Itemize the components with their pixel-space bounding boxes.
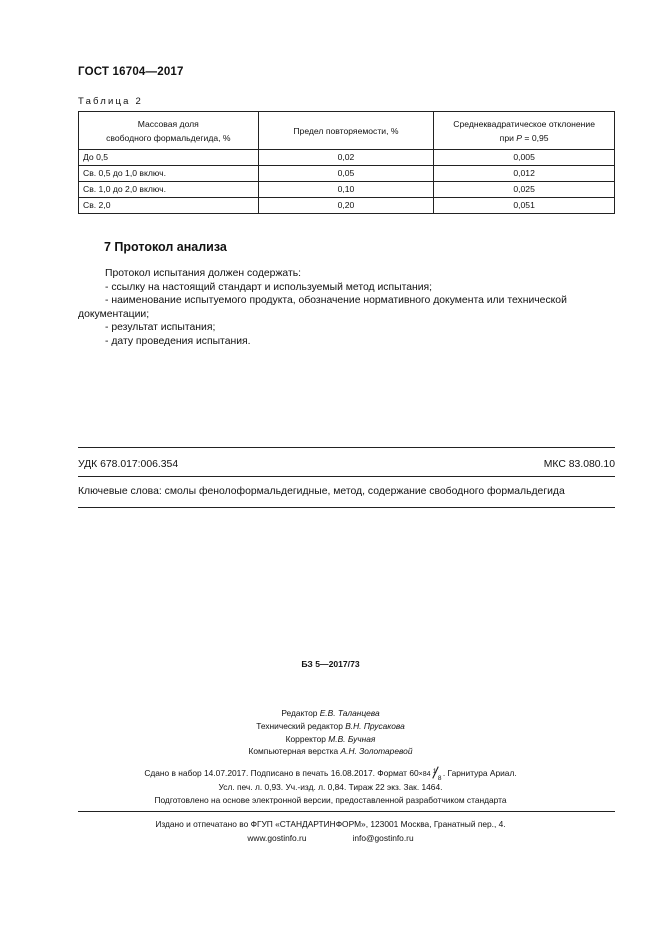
table-row [79, 166, 615, 182]
cell-range: Св. 0,5 до 1,0 включ. [79, 166, 259, 182]
credit-editor-label: Редактор [281, 708, 320, 718]
list-item: - дату проведения испытания. [105, 335, 251, 347]
header-repeatability [258, 112, 434, 150]
cell-std-deviation: 0,051 [434, 198, 615, 214]
table-header-row [79, 112, 615, 150]
cell-repeatability: 0,05 [258, 166, 434, 182]
credit-layout-name: А.Н. Золотаревой [340, 746, 413, 757]
credit-layout-label: Компьютерная верстка [248, 746, 341, 757]
print-line-2: Усл. печ. л. 0,93. Уч.-изд. л. 0,84. Тираж 22 экз. Зак. 1464. [218, 782, 443, 792]
cell-repeatability: 0,20 [258, 198, 434, 214]
cell-std-deviation: 0,005 [434, 150, 615, 166]
cell-repeatability: 0,10 [258, 182, 434, 198]
header-std-deviation [434, 112, 615, 150]
divider-middle [78, 476, 615, 477]
publisher-line: Издано и отпечатано во ФГУП «СТАНДАРТИНФОРМ», 123001 Москва, Гранатный пер., 4. [155, 819, 506, 829]
header-mass-fraction-line2: свободного формальдегида, % [106, 132, 231, 143]
credit-corrector [0, 733, 661, 746]
header-std-deviation-post: = 0,95 [522, 132, 549, 143]
credit-tech-editor [0, 720, 661, 733]
print-format-x: ×84 [418, 771, 431, 778]
print-details [0, 767, 661, 807]
header-mass-fraction [79, 112, 259, 150]
section-body [78, 267, 615, 348]
cell-repeatability: 0,02 [258, 150, 434, 166]
cell-std-deviation: 0,025 [434, 182, 615, 198]
website-link[interactable]: www.gostinfo.ru [247, 833, 307, 843]
divider-publisher [78, 811, 615, 812]
print-font: . Гарнитура Ариал. [442, 768, 517, 778]
precision-table [78, 111, 615, 214]
divider-bottom [78, 507, 615, 508]
header-repeatability-text: Предел повторяемости, % [293, 125, 399, 136]
credit-corrector-name: М.В. Бучная [328, 733, 376, 744]
table-row [79, 182, 615, 198]
print-dates: Сдано в набор 14.07.2017. Подписано в печать 16.08.2017. Формат 60 [144, 768, 419, 778]
table-caption: Таблица 2 [78, 96, 143, 107]
list-item: - наименование испытуемого продукта, обозначение нормативного документа или технической документации; [78, 295, 567, 320]
cell-range: Св. 1,0 до 2,0 включ. [79, 182, 259, 198]
header-std-deviation-line1: Среднеквадратическое отклонение [453, 118, 595, 129]
credit-layout [0, 745, 661, 758]
table-row [79, 198, 615, 214]
header-mass-fraction-line1: Массовая доля [137, 118, 199, 129]
format-fraction [433, 768, 443, 783]
bz-number: БЗ 5—2017/73 [301, 659, 360, 669]
list-item: - ссылку на настоящий стандарт и используемый метод испытания; [105, 281, 433, 293]
credit-corrector-label: Корректор [285, 733, 329, 744]
section-intro: Протокол испытания должен содержать: [105, 268, 302, 279]
credits [0, 707, 661, 758]
list-item: - результат испытания; [105, 322, 216, 333]
header-std-deviation-var: P [516, 132, 523, 143]
section-title: 7 Протокол анализа [104, 240, 227, 254]
credit-tech-editor-label: Технический редактор [256, 720, 346, 731]
cell-range: Св. 2,0 [79, 198, 259, 214]
publisher-contacts [0, 831, 661, 845]
credit-tech-editor-name: В.Н. Прусакова [345, 720, 405, 731]
email-link[interactable]: info@gostinfo.ru [352, 833, 414, 843]
table-row [79, 150, 615, 166]
format-fraction-den: 8 [437, 775, 442, 783]
credit-editor [0, 707, 661, 720]
divider-top [78, 447, 615, 448]
publisher [0, 817, 661, 845]
udk-code: УДК 678.017:006.354 [78, 459, 179, 470]
keywords: Ключевые слова: смолы фенолоформальдегидные, метод, содержание свободного формальдегида [78, 486, 565, 497]
cell-std-deviation: 0,012 [434, 166, 615, 182]
credit-editor-name: Е.В. Таланцева [319, 708, 380, 718]
print-line-1 [0, 767, 661, 781]
header-std-deviation-pre: при [499, 132, 517, 143]
mks-code: МКС 83.080.10 [543, 459, 615, 470]
print-line-3: Подготовлено на основе электронной версии, предоставленной разработчиком стандарта [154, 795, 507, 805]
document-code: ГОСТ 16704—2017 [78, 66, 184, 78]
cell-range: До 0,5 [79, 150, 259, 166]
